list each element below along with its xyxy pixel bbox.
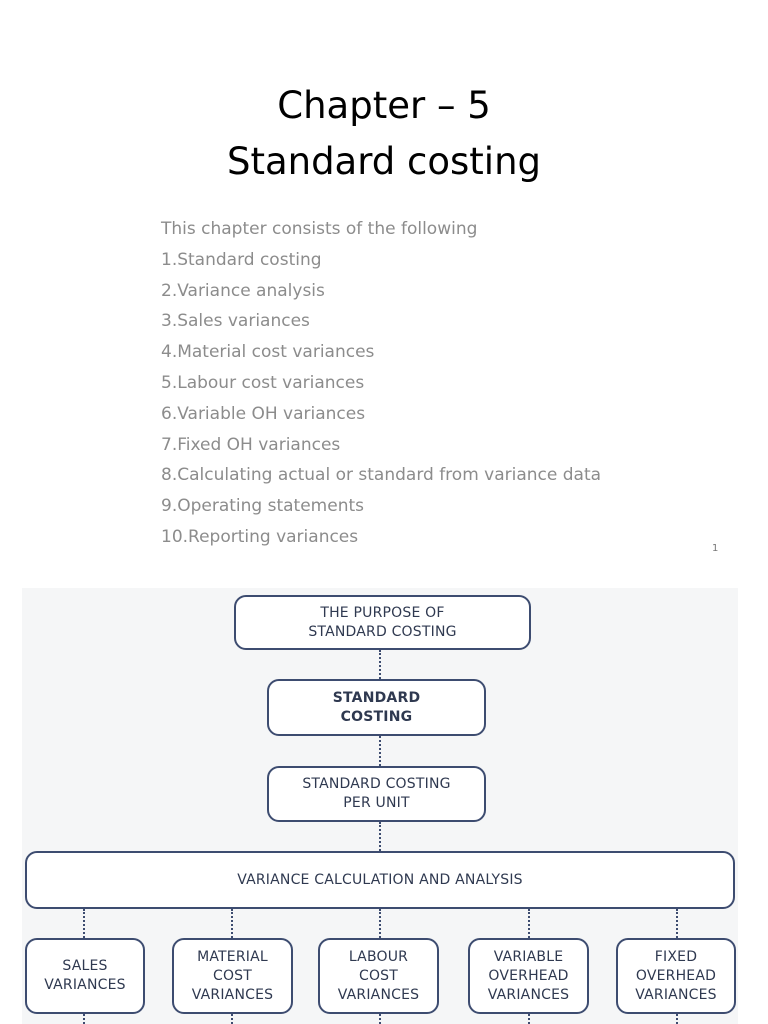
chapter-contents-list [161,214,721,553]
connector-line [676,909,678,938]
box-variable-overhead-variances: VARIABLE OVERHEAD VARIANCES [468,938,589,1014]
title-line-chapter: Chapter – 5 [277,84,491,127]
connector-line [379,1014,381,1024]
standard-costing-diagram [22,588,738,1024]
connector-line [676,1014,678,1024]
connector-line [379,822,381,851]
box-standard-costing: STANDARD COSTING [267,679,486,736]
box-labour-cost-variances: LABOUR COST VARIANCES [318,938,439,1014]
box-purpose-of-standard-costing: THE PURPOSE OF STANDARD COSTING [234,595,531,650]
box-variance-calculation-and-analysis: VARIANCE CALCULATION AND ANALYSIS [25,851,735,909]
slide-title [0,78,768,190]
connector-line [528,909,530,938]
box-material-cost-variances: MATERIAL COST VARIANCES [172,938,293,1014]
connector-line [528,1014,530,1024]
box-standard-costing-per-unit: STANDARD COSTING PER UNIT [267,766,486,822]
list-item: 10.Reporting variances [161,526,359,547]
connector-line [231,909,233,938]
page-number: 1 [712,543,719,554]
list-item: 9.Operating statements [161,496,364,517]
title-line-topic: Standard costing [226,140,542,183]
connector-line [379,909,381,938]
list-item: 2.Variance analysis [161,280,325,301]
connector-line [83,1014,85,1024]
box-fixed-overhead-variances: FIXED OVERHEAD VARIANCES [616,938,736,1014]
connector-line [379,650,381,679]
list-item: 5.Labour cost variances [161,372,365,393]
connector-line [83,909,85,938]
list-item: 3.Sales variances [161,311,310,332]
connector-line [379,736,381,766]
list-item: 4.Material cost variances [161,342,375,363]
box-sales-variances: SALES VARIANCES [25,938,145,1014]
list-item: 6.Variable OH variances [161,403,366,424]
list-item: 8.Calculating actual or standard from variance data [161,465,602,486]
connector-line [231,1014,233,1024]
list-item: 1.Standard costing [161,249,322,270]
list-item: 7.Fixed OH variances [161,434,341,455]
contents-intro: This chapter consists of the following [161,219,478,239]
